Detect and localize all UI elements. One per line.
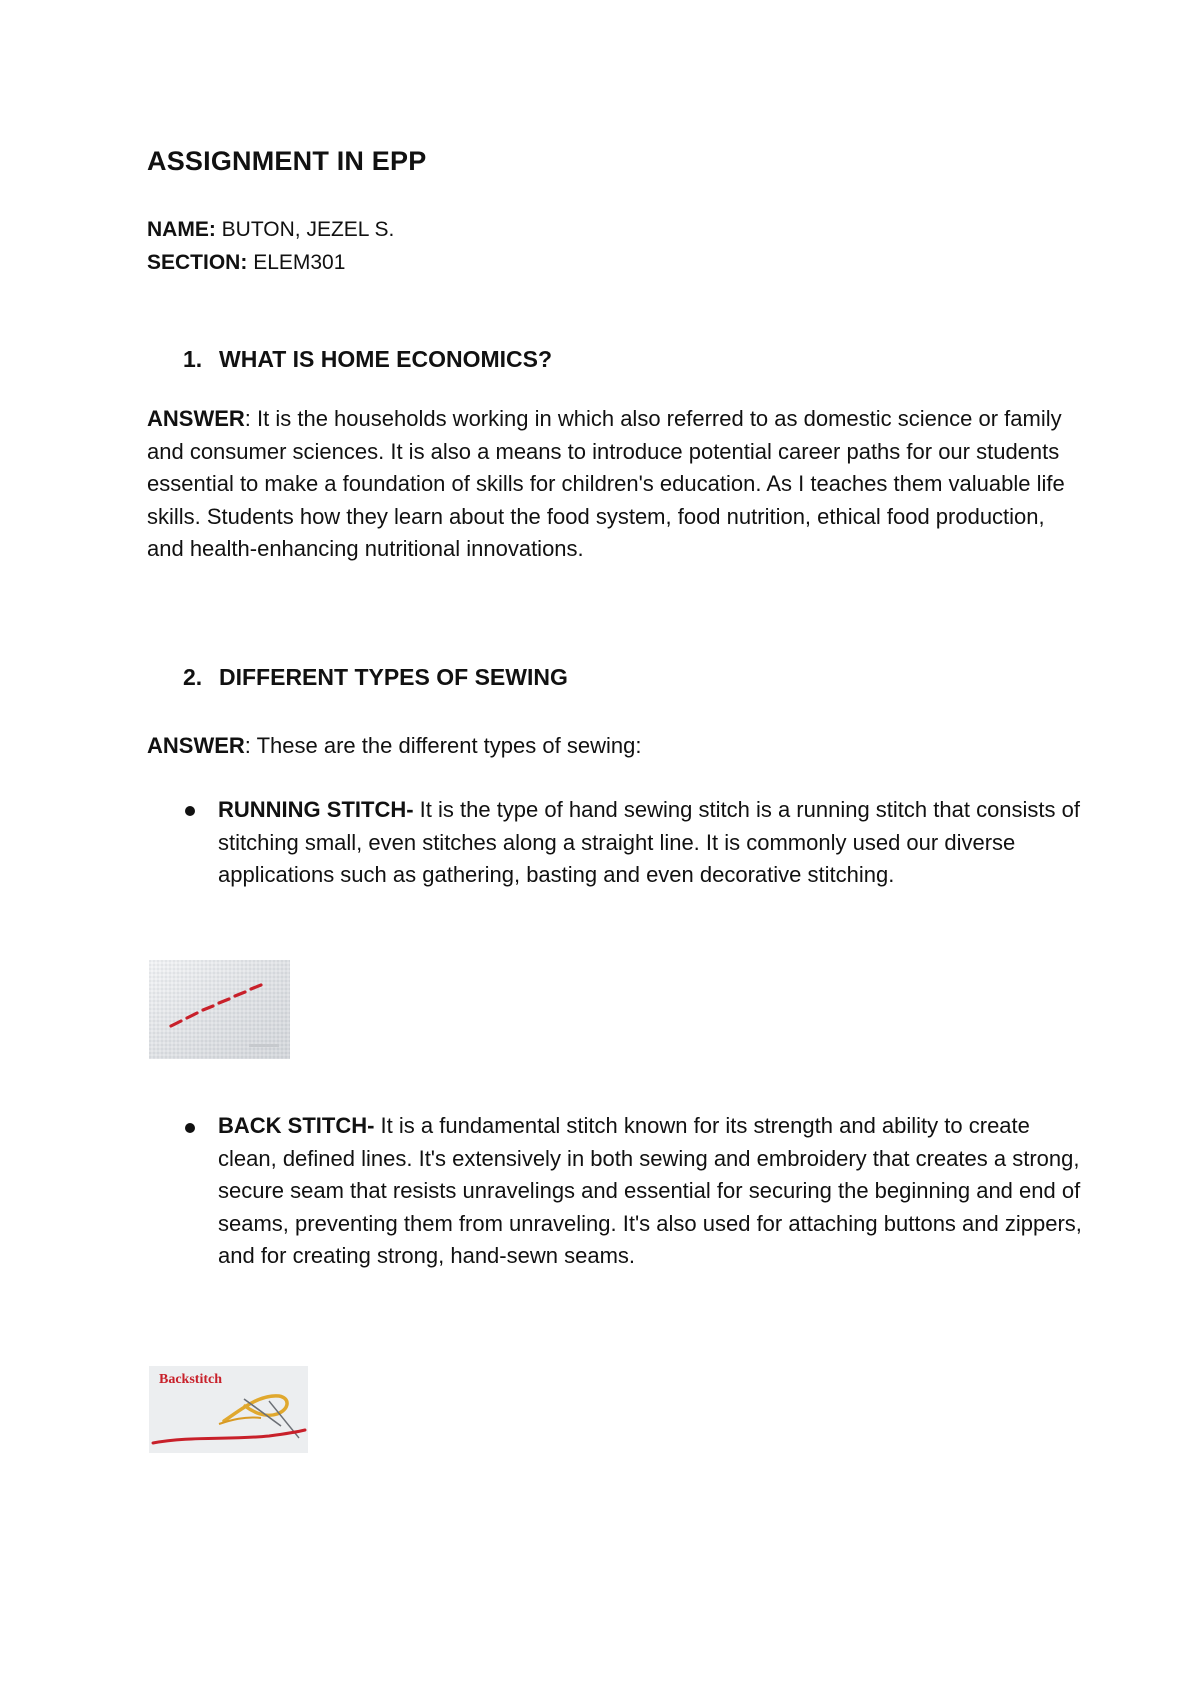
list-item-back-stitch <box>218 1110 1088 1273</box>
bullet-icon <box>185 1123 195 1133</box>
question-1-answer <box>147 403 1077 566</box>
question-2-heading <box>183 664 568 691</box>
name-value: BUTON, JEZEL S. <box>221 218 395 241</box>
document-title: ASSIGNMENT IN EPP <box>147 146 427 176</box>
question-1-heading <box>183 346 552 373</box>
answer-label: ANSWER <box>147 406 245 431</box>
answer-text: : These are the different types of sewing: <box>244 733 642 758</box>
image-caption: Backstitch <box>159 1372 222 1387</box>
bullet-icon <box>185 806 195 816</box>
question-1-title: WHAT IS HOME ECONOMICS? <box>219 346 553 372</box>
bullet-term: RUNNING STITCH- <box>218 797 414 822</box>
section-label: SECTION: <box>147 251 248 274</box>
section-value: ELEM301 <box>253 251 346 274</box>
back-stitch-illustration <box>149 1366 308 1453</box>
question-2-number: 2. <box>183 664 203 690</box>
bullet-term: BACK STITCH- <box>218 1113 375 1138</box>
section-line <box>147 251 345 275</box>
name-line <box>147 218 394 242</box>
back-stitch-image <box>149 1366 308 1453</box>
answer-label: ANSWER <box>147 733 245 758</box>
question-1-number: 1. <box>183 346 203 372</box>
question-2-answer <box>147 730 1077 763</box>
running-stitch-illustration <box>149 960 290 1059</box>
name-label: NAME: <box>147 218 216 241</box>
running-stitch-image <box>149 960 290 1059</box>
list-item-running-stitch <box>218 794 1088 892</box>
bullet-text: It is a fundamental stitch known for its strength and ability to create clean, defined lines. It's extensively in both sewing and embroidery that creates a strong, secure seam that resists unravelings and essential for securing the beginning and end of seams, preventing them from unraveling. It's also used for attaching buttons and zippers, and for creating strong, hand-sewn seams. <box>218 1113 1082 1268</box>
answer-text: : It is the households working in which also referred to as domestic science or family and consumer sciences. It is also a means to introduce potential career paths for our students essential to make a foundation of skills for children's education. As I teaches them valuable life skills. Students how they learn about the food system, food nutrition, ethical food production, and health-enhancing nutritional innovations. <box>147 406 1065 562</box>
bullet-text: It is the type of hand sewing stitch is a running stitch that consists of stitching small, even stitches along a straight line. It is commonly used our diverse applications such as gathering, basting and even decorative stitching. <box>218 797 1081 887</box>
question-2-title: DIFFERENT TYPES OF SEWING <box>219 664 568 690</box>
